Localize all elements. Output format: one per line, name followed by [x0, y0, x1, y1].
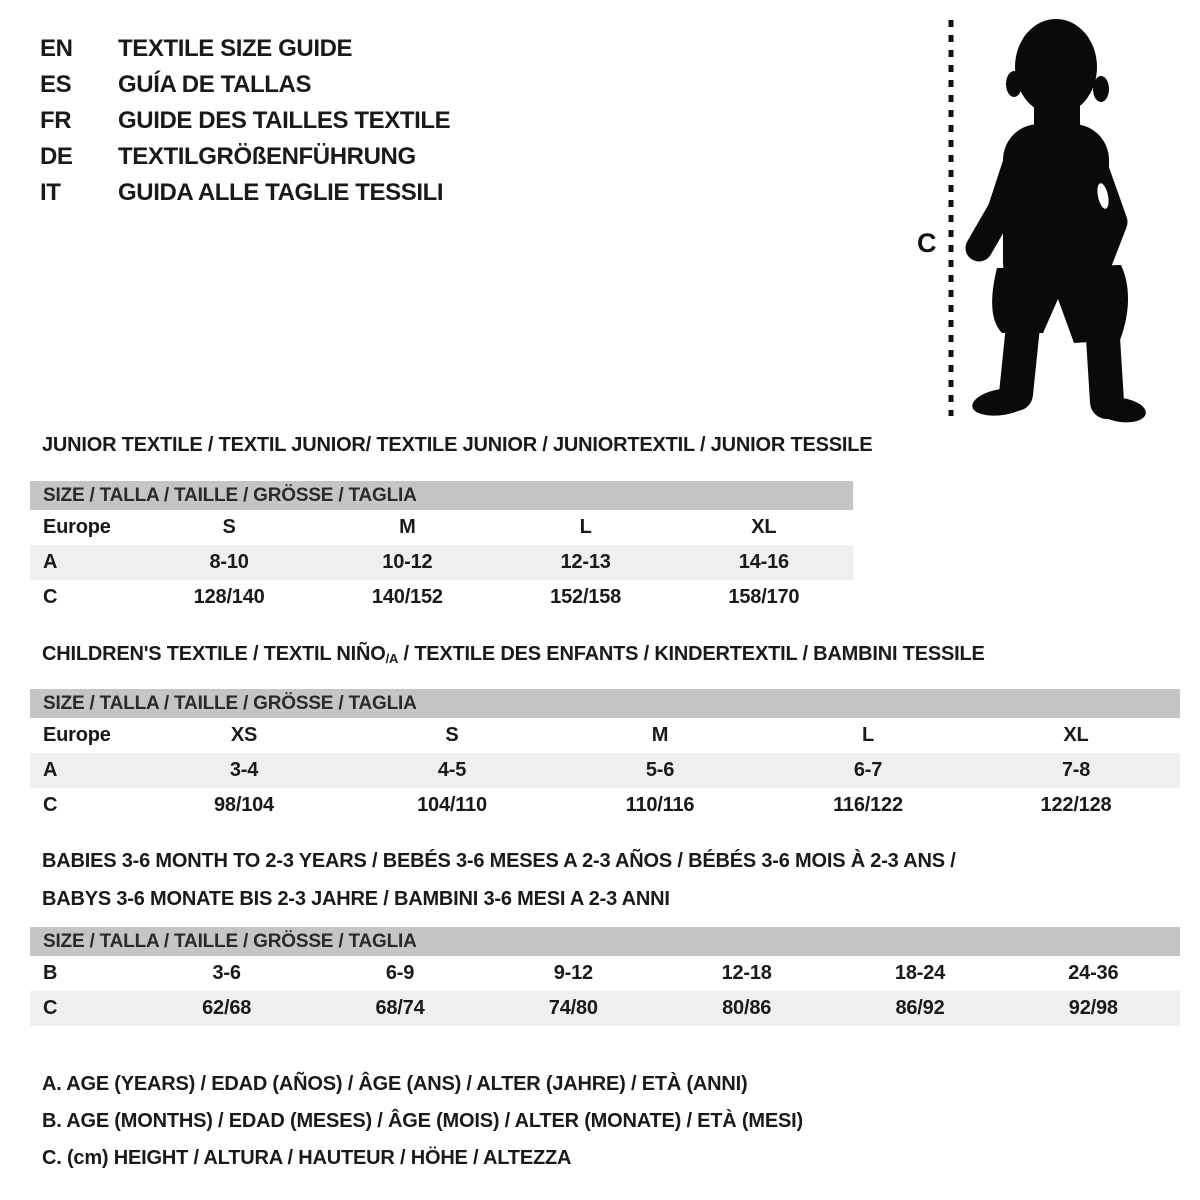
table-row-age	[30, 545, 853, 580]
size-cell: M	[399, 516, 416, 538]
size-cell: 7-8	[1061, 759, 1091, 781]
junior-size-table	[30, 481, 853, 615]
size-cell: 68/74	[375, 997, 425, 1019]
language-row	[40, 139, 450, 175]
row-label: A	[43, 759, 58, 781]
guide-title: TEXTILE SIZE GUIDE	[118, 35, 353, 62]
note-age-years: A. AGE (YEARS) / EDAD (AÑOS) / ÂGE (ANS) / ALTER (JAHRE) / ETÀ (ANNI)	[42, 1073, 748, 1095]
language-row	[40, 67, 450, 103]
size-cell: 18-24	[894, 962, 946, 984]
row-label: B	[43, 962, 58, 984]
row-label: Europe	[43, 516, 111, 538]
table-row-age	[30, 753, 1180, 788]
note-height-cm: C. (cm) HEIGHT / ALTURA / HAUTEUR / HÖHE / ALTEZZA	[42, 1147, 572, 1169]
size-cell: 92/98	[1068, 997, 1118, 1019]
size-cell: M	[651, 724, 669, 746]
size-cell: 158/170	[728, 586, 800, 608]
table-row-europe	[30, 510, 853, 545]
table-header-bar: SIZE / TALLA / TAILLE / GRÖSSE / TAGLIA	[30, 481, 853, 510]
size-cell: 152/158	[550, 586, 622, 608]
language-code: FR	[40, 107, 72, 134]
language-guide	[40, 31, 450, 211]
row-label: C	[43, 586, 58, 608]
language-row	[40, 175, 450, 211]
guide-title: GUIDA ALLE TAGLIE TESSILI	[118, 179, 444, 206]
language-code: EN	[40, 35, 73, 62]
row-label: C	[43, 997, 58, 1019]
size-cell: L	[861, 724, 875, 746]
table-row-height	[30, 991, 1180, 1026]
size-cell: 10-12	[382, 551, 433, 573]
size-cell: 12-13	[560, 551, 611, 573]
height-figure	[915, 10, 1165, 424]
table-row-europe	[30, 718, 1180, 753]
size-cell: 24-36	[1068, 962, 1119, 984]
size-cell: 8-10	[209, 551, 249, 573]
size-cell: 6-7	[853, 759, 883, 781]
babies-section-title	[42, 842, 956, 918]
height-marker-label: C	[917, 228, 937, 258]
language-row	[40, 31, 450, 67]
size-cell: 86/92	[895, 997, 945, 1019]
table-row-height	[30, 788, 1180, 823]
children-section-title	[42, 643, 985, 666]
size-cell: XS	[230, 724, 258, 746]
guide-title: GUÍA DE TALLAS	[118, 71, 312, 98]
size-cell: 128/140	[193, 586, 265, 608]
size-cell: 12-18	[721, 962, 772, 984]
children-title-subscript: /A	[385, 651, 399, 666]
size-cell: 104/110	[417, 794, 487, 816]
note-age-months: B. AGE (MONTHS) / EDAD (MESES) / ÂGE (MOIS) / ALTER (MONATE) / ETÀ (MESI)	[42, 1110, 803, 1132]
table-header-bar: SIZE / TALLA / TAILLE / GRÖSSE / TAGLIA	[30, 689, 1180, 718]
size-cell: L	[579, 516, 592, 538]
toddler-silhouette-icon	[970, 19, 1147, 424]
language-code: DE	[40, 143, 73, 170]
size-cell: 122/128	[1040, 794, 1112, 816]
size-cell: 3-4	[229, 759, 259, 781]
guide-title: TEXTILGRÖßENFÜHRUNG	[118, 143, 416, 170]
size-cell: XL	[751, 516, 777, 538]
size-cell: S	[445, 724, 459, 746]
language-row	[40, 103, 450, 139]
children-title-post: / TEXTILE DES ENFANTS / KINDERTEXTIL / BAMBINI TESSILE	[398, 643, 985, 665]
babies-title-line2: BABYS 3-6 MONATE BIS 2-3 JAHRE / BAMBINI 3-6 MESI A 2-3 ANNI	[42, 888, 670, 910]
size-cell: XL	[1063, 724, 1089, 746]
size-cell: 74/80	[548, 997, 598, 1019]
children-size-table	[30, 689, 1180, 823]
size-cell: 4-5	[437, 759, 467, 781]
size-cell: 14-16	[738, 551, 789, 573]
table-row-height	[30, 580, 853, 615]
row-label: A	[43, 551, 58, 573]
babies-title-line1: BABIES 3-6 MONTH TO 2-3 YEARS / BEBÉS 3-6 MESES A 2-3 AÑOS / BÉBÉS 3-6 MOIS À 2-3 ANS /	[42, 850, 956, 872]
size-cell: 3-6	[212, 962, 241, 984]
size-cell: 9-12	[553, 962, 593, 984]
size-cell: 98/104	[214, 794, 274, 816]
size-cell: 110/116	[625, 794, 695, 816]
size-cell: 140/152	[371, 586, 443, 608]
size-cell: 6-9	[385, 962, 415, 984]
size-cell: 62/68	[202, 997, 252, 1019]
row-label: Europe	[43, 724, 111, 746]
table-row-age-months	[30, 956, 1180, 991]
row-label: C	[43, 794, 58, 816]
babies-size-table	[30, 927, 1180, 1026]
legend-notes	[42, 1066, 803, 1177]
children-title-pre: CHILDREN'S TEXTILE / TEXTIL NIÑO	[42, 643, 386, 665]
language-code: ES	[40, 71, 72, 98]
size-cell: 5-6	[645, 759, 675, 781]
size-cell: 116/122	[833, 794, 903, 816]
junior-section-title: JUNIOR TEXTILE / TEXTIL JUNIOR/ TEXTILE JUNIOR / JUNIORTEXTIL / JUNIOR TESSILE	[42, 434, 873, 456]
language-code: IT	[40, 179, 61, 206]
guide-title: GUIDE DES TAILLES TEXTILE	[118, 107, 451, 134]
table-header-bar: SIZE / TALLA / TAILLE / GRÖSSE / TAGLIA	[30, 927, 1180, 956]
size-cell: S	[222, 516, 236, 538]
size-cell: 80/86	[722, 997, 772, 1019]
